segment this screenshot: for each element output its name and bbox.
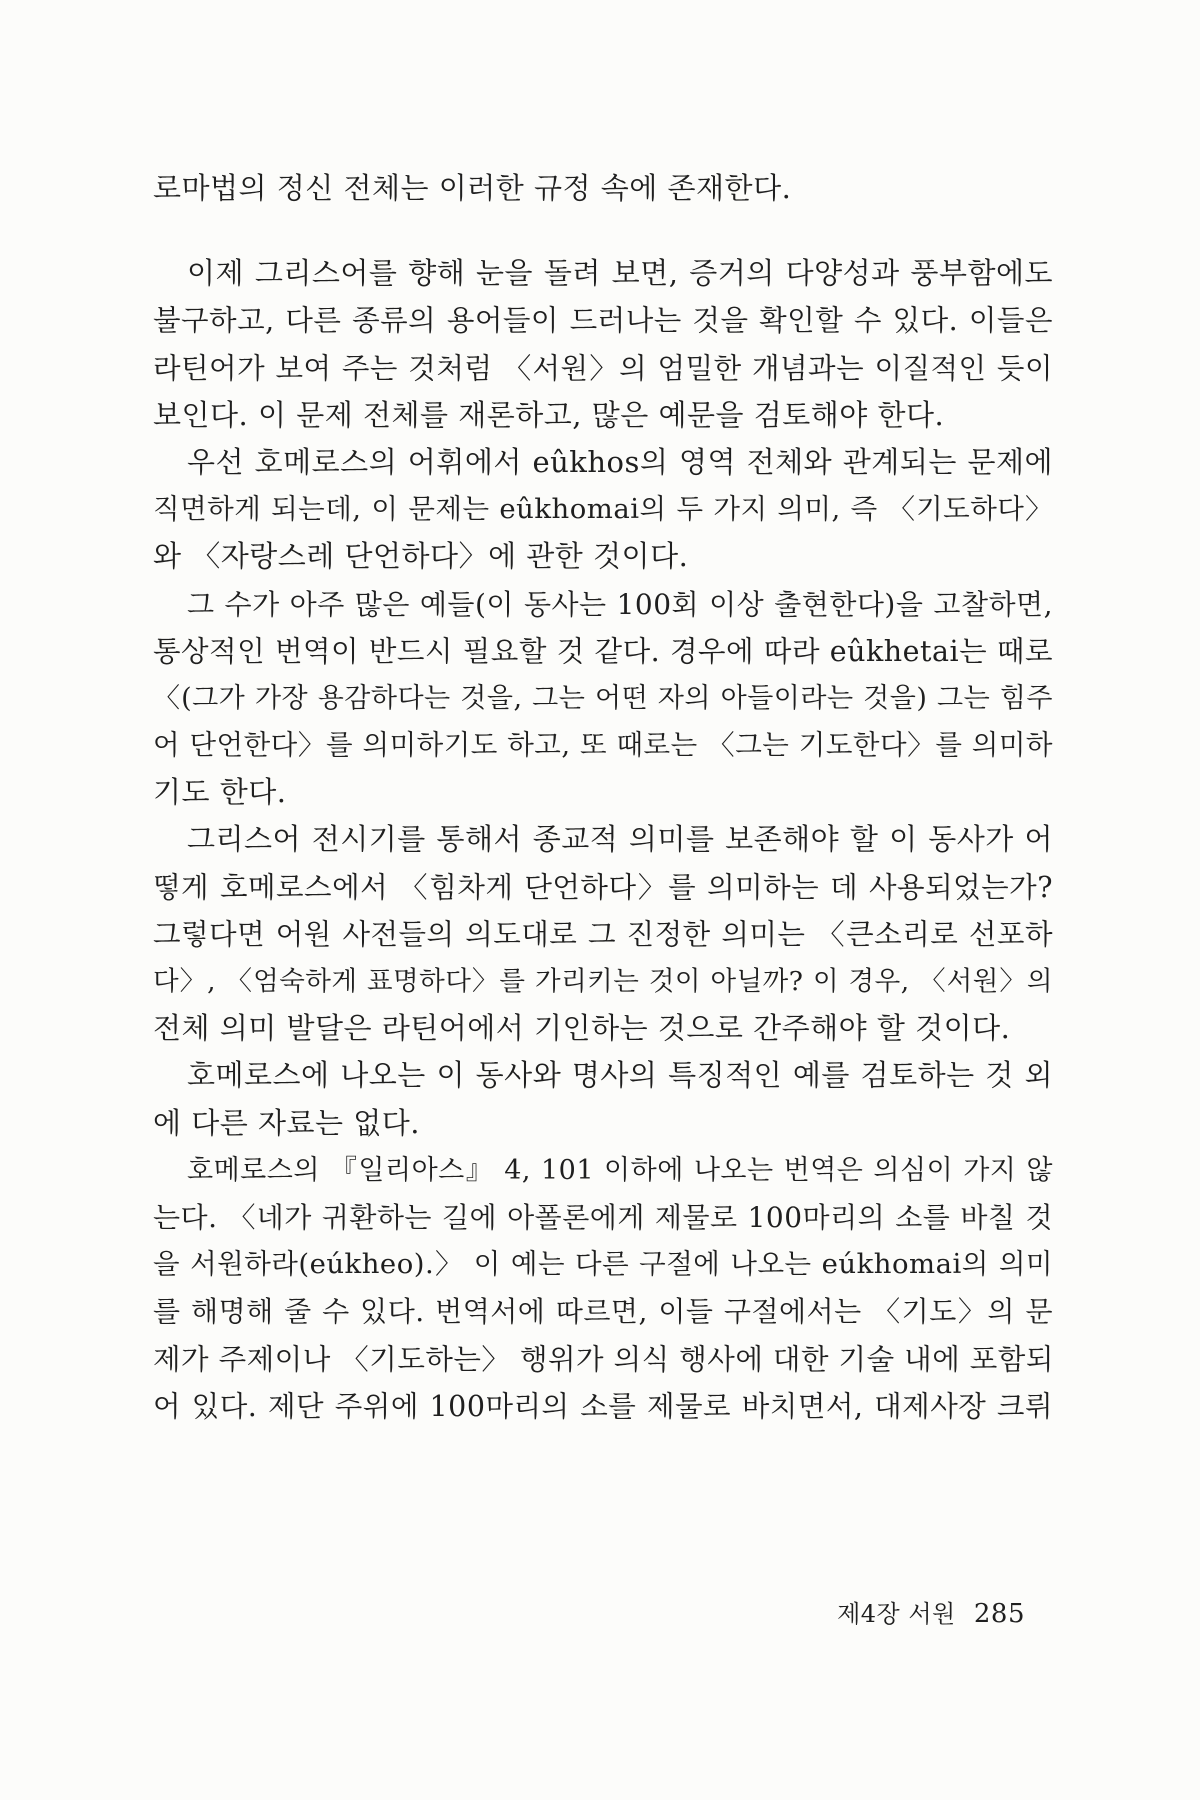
text-line: 이제 그리스어를 향해 눈을 돌려 보면, 증거의 다양성과 풍부함에도 [187,256,1053,291]
text-line: 불구하고, 다른 종류의 용어들이 드러나는 것을 확인할 수 있다. 이들은 [153,304,1053,338]
text-line: 우선 호메로스의 어휘에서 eûkhos의 영역 전체와 관계되는 문제에 [187,444,1053,479]
text-line: 와 〈자랑스레 단언하다〉에 관한 것이다. [153,539,689,574]
text-line: 직면하게 되는데, 이 문제는 eûkhomai의 두 가지 의미, 즉 〈기도하다〉 [153,493,1053,526]
text-line: 통상적인 번역이 반드시 필요할 것 같다. 경우에 따라 eûkhetai는 때로 [153,634,1053,668]
paragraph-gap [153,212,1053,250]
running-header-chapter: 제4장 서원 [837,1600,956,1628]
text-line: 그렇다면 어원 사전들의 의도대로 그 진정한 의미는 〈큰소리로 선포하 [153,917,1053,951]
text-line: 전체 의미 발달은 라틴어에서 기인하는 것으로 간주해야 할 것이다. [153,1011,1011,1046]
text-line: 다〉, 〈엄숙하게 표명하다〉를 가리키는 것이 아닐까? 이 경우, 〈서원〉의 [153,966,1053,997]
text-line: 〈(그가 가장 용감하다는 것을, 그는 어떤 자의 아들이라는 것을) 그는 힘주 [153,682,1053,714]
text-line: 그리스어 전시기를 통해서 종교적 의미를 보존해야 할 이 동사가 어 [187,822,1053,857]
body-text [153,165,1053,1430]
text-line: 라틴어가 보여 주는 것처럼 〈서원〉의 엄밀한 개념과는 이질적인 듯이 [153,351,1053,385]
text-line: 어 단언한다〉를 의미하기도 하고, 또 때로는 〈그는 기도한다〉를 의미하 [153,729,1053,762]
text-line: 어 있다. 제단 주위에 100마리의 소를 제물로 바치면서, 대제사장 크뤼 [153,1389,1053,1423]
text-line: 로마법의 정신 전체는 이러한 규정 속에 존재한다. [153,171,792,205]
text-line: 에 다른 자료는 없다. [153,1105,420,1140]
page-number: 285 [973,1599,1025,1629]
text-line: 그 수가 아주 많은 예들(이 동사는 100회 이상 출현한다)을 고찰하면, [187,587,1053,621]
text-line: 호메로스의 『일리아스』 4, 101 이하에 나오는 번역은 의심이 가지 않 [187,1154,1053,1186]
text-line: 는다. 〈네가 귀환하는 길에 아폴론에게 제물로 100마리의 소를 바칠 것 [153,1200,1053,1234]
text-line: 기도 한다. [153,775,287,810]
text-line: 를 해명해 줄 수 있다. 번역서에 따르면, 이들 구절에서는 〈기도〉의 문 [153,1295,1053,1329]
text-line: 떻게 호메로스에서 〈힘차게 단언하다〉를 의미하는 데 사용되었는가? [153,870,1053,904]
page-footer [837,1594,1025,1629]
text-line: 보인다. 이 문제 전체를 재론하고, 많은 예문을 검토해야 한다. [153,397,945,432]
text-line: 을 서원하라(eúkheo).〉 이 예는 다른 구절에 나오는 eúkhomai의 의미 [153,1248,1053,1281]
text-line: 호메로스에 나오는 이 동사와 명사의 특징적인 예를 검토하는 것 외 [187,1058,1053,1093]
text-line: 제가 주제이나 〈기도하는〉 행위가 의식 행사에 대한 기술 내에 포함되 [153,1342,1054,1376]
